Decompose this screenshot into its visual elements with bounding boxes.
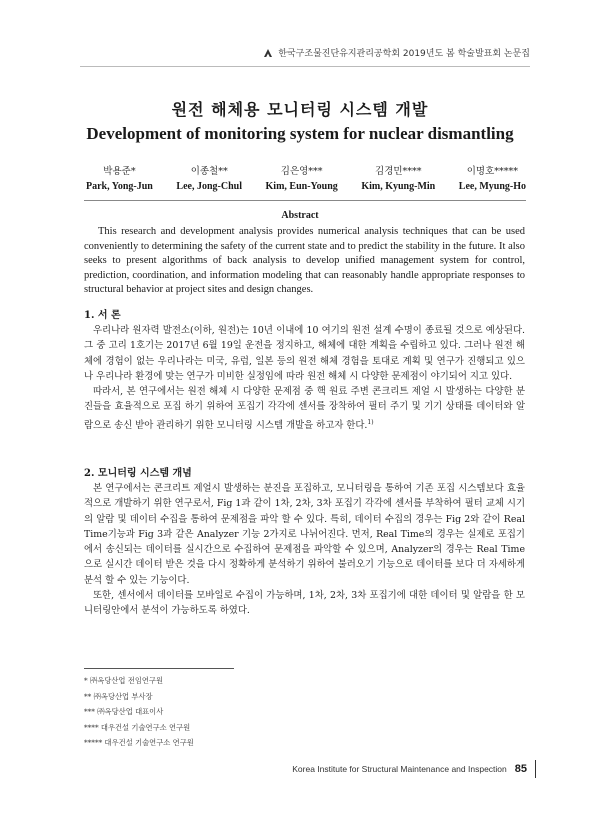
author bbox=[86, 164, 153, 194]
footnote: ***** 대우건설 기술연구소 연구원 bbox=[84, 738, 194, 747]
footnote: **** 대우건설 기술연구소 연구원 bbox=[84, 722, 191, 732]
section-body-monitoring-concept bbox=[84, 481, 525, 619]
author-name-korean: 김은영*** bbox=[280, 166, 323, 177]
author-name-korean: 박용준* bbox=[103, 166, 136, 177]
author-list bbox=[86, 164, 526, 194]
footnote-divider bbox=[84, 668, 234, 669]
footer-institute: Korea Institute for Structural Maintenance and Inspection bbox=[292, 764, 507, 774]
author-name-korean: 김경민**** bbox=[375, 166, 422, 177]
author bbox=[361, 164, 435, 194]
paper-title-korean: 원전 해체용 모니터링 시스템 개발 bbox=[171, 100, 429, 119]
section-heading-introduction: 1. 서 론 bbox=[84, 310, 121, 321]
author-name-english: Lee, Jong-Chul bbox=[176, 181, 242, 192]
page-number: 85 bbox=[514, 763, 527, 775]
author bbox=[266, 164, 338, 194]
paragraph-text: 따라서, 본 연구에서는 원전 해체 시 다양한 문제점 중 핵 원료 주변 콘크리트 제얼 시 발생하는 다양한 분진들을 효율적으로 포집 하기 위하여 포집기 각각에 센서를 장착하여 필터 주기 및 기기 상태를 데이터와 알람으로 송신 받아 관리하기 위한 모니터링 시스템 개발을 하고자 한다. bbox=[84, 386, 525, 431]
reference-marker: 1) bbox=[367, 418, 374, 426]
abstract-text: This research and development analysis provides numerical analysis techniques that can be used conveniently to determining the safety of the current state and to predict the stability in the future. It also seeks to present algorithms of back analysis to develop unified management system for control, prediction, coordination, and information modeling that can reasonably handle appropriate responses to structural behavior at project sites and design changes. bbox=[84, 226, 525, 296]
section-heading-monitoring-concept: 2. 모니터링 시스템 개념 bbox=[84, 468, 192, 479]
journal-name: 한국구조물진단유지관리공학회 2019년도 봄 학술발표회 논문집 bbox=[278, 49, 530, 59]
footnotes bbox=[84, 673, 194, 751]
footnote: *** ㈜옥당산업 대표이사 bbox=[84, 707, 164, 716]
author-name-english: Kim, Kyung-Min bbox=[361, 181, 436, 192]
author bbox=[459, 164, 526, 194]
author-name-english: Kim, Eun-Young bbox=[265, 181, 338, 192]
paragraph: 본 연구에서는 콘크리트 제얼시 발생하는 분진을 포집하고, 모니터링을 통하여 기존 포집 시스템보다 효율적으로 개발하기 위한 연구로서, Fig 1과 같이 1차, 2차, 3차 포집기 각각에 센서를 부착하여 필터 교체 시기의 알람 및 데이터 수집을 통하여 문제점을 파악 할 수 있다. 특히, 데이터 수집의 경우는 Fig 2와 같이 Real Time기능과 Fig 3과 같은 Analyzer 기능 2가지로 나뉘어진다. 먼저, Real Time의 경우는 실제로 포집기에서 송신되는 데이터를 실시간으로 수집하여 문제점을 파악할 수 있으며, Analyzer의 경우는 Real Time으로 실시간 데이터 받은 것을 다시 정확하게 분석하기 위하여 불러오기 기능으로 데이터를 보다 더 자세하게 분석 할 수 있는 기능이다. bbox=[84, 483, 525, 586]
abstract-heading: Abstract bbox=[281, 210, 319, 221]
author-name-english: Park, Yong-Jun bbox=[86, 181, 153, 192]
author bbox=[176, 164, 242, 194]
author-name-korean: 이명호***** bbox=[466, 166, 519, 177]
footer-divider bbox=[535, 760, 536, 778]
footnote: ** ㈜옥당산업 부사장 bbox=[84, 691, 153, 701]
author-name-korean: 이종철** bbox=[190, 166, 228, 177]
triangle-logo-icon bbox=[263, 48, 273, 58]
author-name-english: Lee, Myung-Ho bbox=[458, 181, 526, 192]
author-divider bbox=[84, 200, 526, 201]
journal-header bbox=[263, 46, 530, 59]
paper-title-english: Development of monitoring system for nuclear dismantling bbox=[86, 124, 514, 143]
footnote: * ㈜옥당산업 전임연구원 bbox=[84, 676, 164, 685]
section-body-introduction bbox=[84, 323, 525, 433]
paragraph: 우리나라 원자력 발전소(이하, 원전)는 10년 이내에 10 여기의 원전 설계 수명이 종료될 것으로 예상된다. 그 중 고리 1호기는 2017년 6월 19일 운전을 정지하고, 해체에 대한 계획을 수립하고 있다. 그러나 원전 해체에 경험이 없는 우리나라는 미국, 유럽, 일본 등의 원전 해체 경험을 토대로 계획 및 연구가 진행되고 있으나 우리나라 환경에 맞는 연구가 미비한 실정임에 따라 원전 해체 시 다양한 문제점이 야기되어 지고 있다. bbox=[84, 325, 525, 382]
paragraph bbox=[84, 384, 525, 433]
page-footer bbox=[292, 760, 536, 778]
paragraph: 또한, 센서에서 데이터를 모바일로 수집이 가능하며, 1차, 2차, 3차 포집기에 대한 데이터 및 알람을 한 모니터링안에서 분석이 가능하도록 하였다. bbox=[84, 590, 525, 617]
header-divider bbox=[80, 66, 530, 67]
